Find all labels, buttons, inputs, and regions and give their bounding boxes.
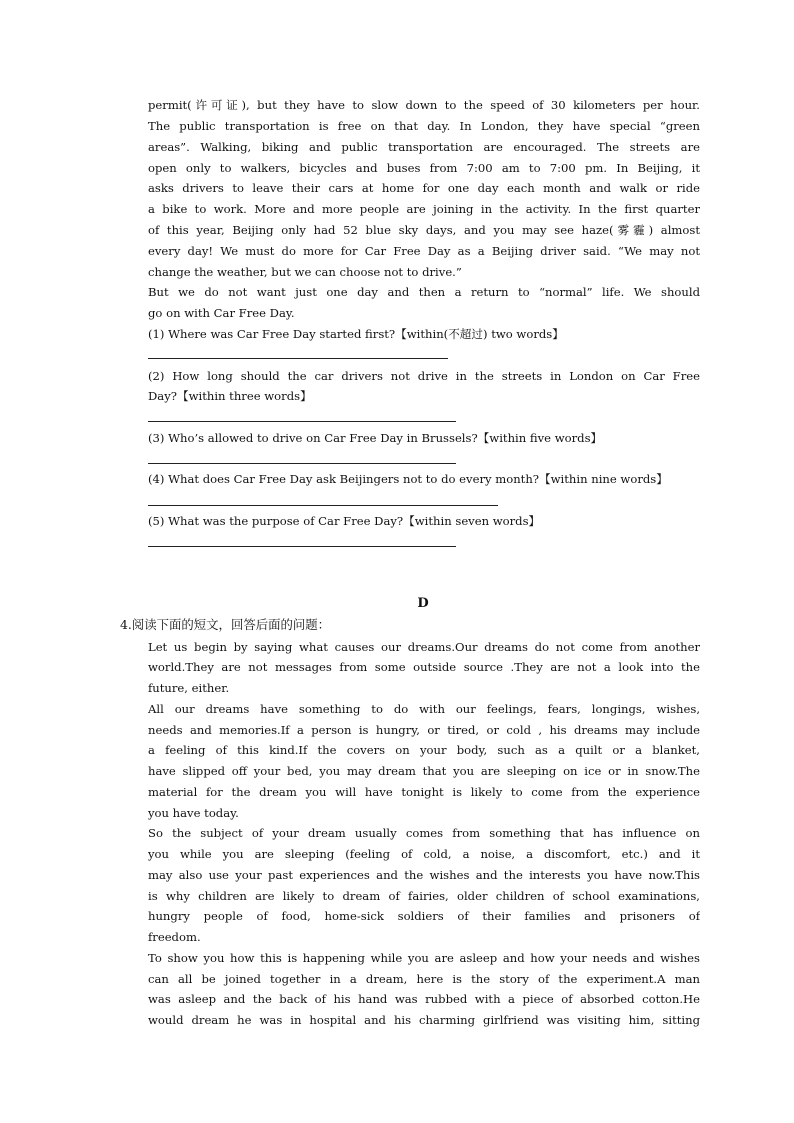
section-heading-d: D [417, 596, 429, 611]
question-4: (4) What does Car Free Day ask Beijingers not to do every month?【within nine words】 [148, 472, 668, 486]
text-line: would dream he was in hospital and his charming girlfriend was visiting him, sitting [148, 1013, 700, 1027]
text-line: open only to walkers, bicycles and buses from 7:00 am to 7:00 pm. In Beijing, it [148, 161, 700, 175]
text-line: can all be joined together in a dream, here is the story of the experiment.A man [148, 972, 700, 986]
text-line: go on with Car Free Day. [148, 306, 295, 320]
text-line: material for the dream you will have tonight is likely to come from the experience [148, 785, 700, 799]
text-line: areas”. Walking, biking and public transportation are encouraged. The streets are [148, 140, 700, 154]
text-line: freedom. [148, 930, 201, 944]
question-2: (2) How long should the car drivers not drive in the streets in London on Car Free [148, 369, 700, 383]
text-line: have slipped off your bed, you may dream that you are sleeping on ice or in snow.The [148, 764, 700, 778]
question-5: (5) What was the purpose of Car Free Day?【within seven words】 [148, 514, 541, 528]
text-line: you while you are sleeping (feeling of cold, a noise, a discomfort, etc.) and it [148, 847, 700, 861]
answer-line-1[interactable] [148, 358, 448, 359]
text-line: a bike to work. More and more people are joining in the activity. In the first quarter [148, 202, 700, 216]
answer-line-2[interactable] [148, 421, 456, 422]
text-line: So the subject of your dream usually comes from something that has influence on [148, 826, 700, 840]
text-line: you have today. [148, 806, 239, 820]
text-line: All our dreams have something to do with our feelings, fears, longings, wishes, [148, 702, 700, 716]
text-line: change the weather, but we can choose not to drive.” [148, 265, 462, 279]
question-2-cont: Day?【within three words】 [148, 389, 312, 403]
question-3: (3) Who’s allowed to drive on Car Free Day in Brussels?【within five words】 [148, 431, 603, 445]
text-line: But we do not want just one day and then a return to “normal” life. We should [148, 285, 700, 299]
answer-line-4[interactable] [148, 505, 498, 506]
text-line: To show you how this is happening while you are asleep and how your needs and wishes [148, 951, 700, 965]
text-line: needs and memories.If a person is hungry, or tired, or cold , his dreams may include [148, 723, 700, 737]
text-line: The public transportation is free on that day. In London, they have special “green [148, 119, 700, 133]
question-1: (1) Where was Car Free Day started first?【within(不超过) two words】 [148, 327, 564, 341]
text-line: is why children are likely to dream of fairies, older children of school examinations, [148, 889, 700, 903]
text-line: was asleep and the back of his hand was rubbed with a piece of absorbed cotton.He [148, 992, 700, 1006]
text-line: asks drivers to leave their cars at home for one day each month and walk or ride [148, 181, 700, 195]
text-line: a feeling of this kind.If the covers on your body, such as a quilt or a blanket, [148, 743, 700, 757]
answer-line-5[interactable] [148, 546, 456, 547]
text-line: of this year, Beijing only had 52 blue sky days, and you may see haze(雾霾) almost [148, 223, 700, 237]
text-line: may also use your past experiences and the wishes and the interests you have now.This [148, 868, 700, 882]
text-line: permit(许可证), but they have to slow down to the speed of 30 kilometers per hour. [148, 98, 700, 112]
text-line: every day! We must do more for Car Free Day as a Beijing driver said. “We may not [148, 244, 700, 258]
text-line: future, either. [148, 681, 230, 695]
answer-line-3[interactable] [148, 463, 456, 464]
instruction: 4.阅读下面的短文，回答后面的问题： [120, 617, 331, 632]
text-line: hungry people of food, home-sick soldiers of their families and prisoners of [148, 909, 700, 923]
text-line: world.They are not messages from some outside source .They are not a look into the [148, 660, 700, 674]
text-line: Let us begin by saying what causes our dreams.Our dreams do not come from another [148, 640, 700, 654]
